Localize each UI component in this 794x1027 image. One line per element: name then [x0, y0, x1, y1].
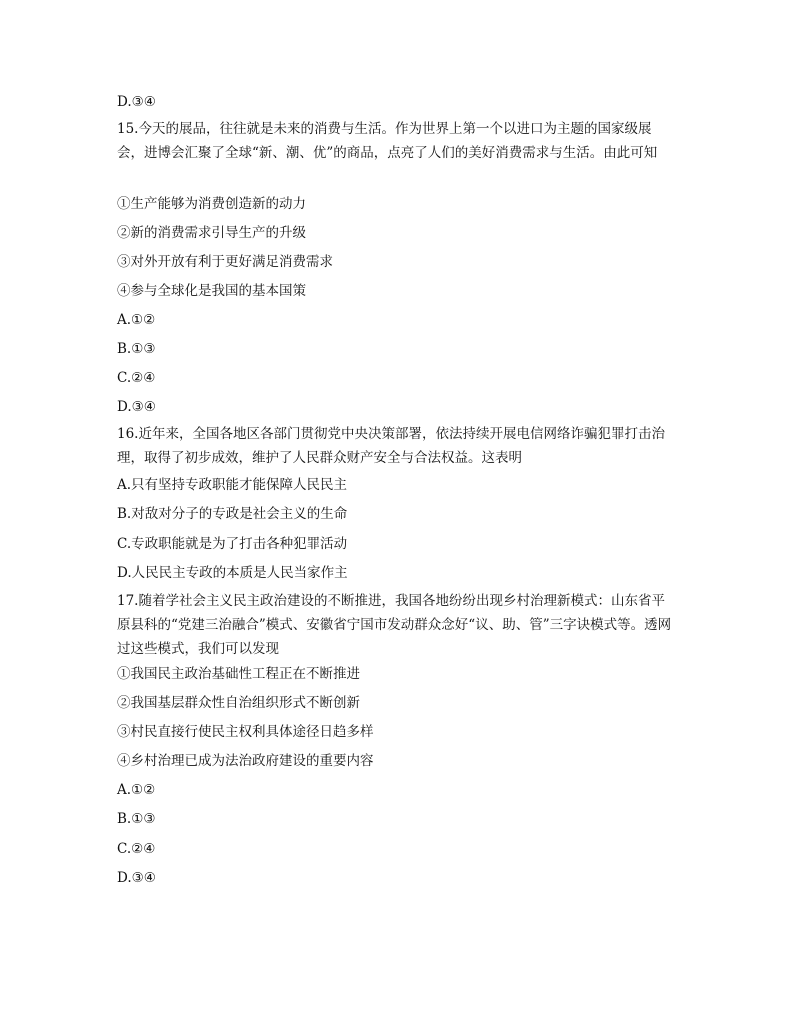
q17-statement-4: ④乡村治理已成为法治政府建设的重要内容	[117, 753, 374, 769]
q17-statement-2: ②我国基层群众性自治组织形式不断创新	[117, 695, 360, 711]
q16-option-c: C.专政职能就是为了打击各种犯罪活动	[117, 536, 348, 552]
q17-option-a: A.①②	[117, 782, 156, 798]
q15-option-d: D.③④	[117, 399, 156, 415]
q16-option-a: A.只有坚持专政职能才能保障人民民主	[117, 477, 348, 493]
question-16-stem: 16.近年来，全国各地区各部门贯彻党中央决策部署，依法持续开展电信网络诈骗犯罪打击治理，取得了初步成效，维护了人民群众财产安全与合法权益。这表明	[117, 426, 665, 466]
q16-option-d: D.人民民主专政的本质是人民当家作主	[117, 565, 348, 581]
q15-option-c: C.②④	[117, 370, 156, 386]
q17-statement-3: ③村民直接行使民主权利具体途径日趋多样	[117, 724, 374, 740]
q15-statement-1: ①生产能够为消费创造新的动力	[117, 196, 306, 212]
q15-statement-2: ②新的消费需求引导生产的升级	[117, 225, 306, 241]
q17-option-b: B.①③	[117, 811, 156, 827]
q17-option-c: C.②④	[117, 841, 156, 857]
q15-option-b: B.①③	[117, 341, 156, 357]
question-17-stem: 17.随着学社会主义民主政治建设的不断推进，我国各地纷纷出现乡村治理新模式：山东省平原县科的“党建三治融合”模式、安徽省宁国市发动群众念好“议、助、管”三字诀模式等。透网过这些模式，我们可以发现	[117, 593, 672, 657]
q15-statement-3: ③对外开放有利于更好满足消费需求	[117, 254, 333, 270]
q15-option-a: A.①②	[117, 312, 156, 328]
q17-statement-1: ①我国民主政治基础性工程正在不断推进	[117, 666, 360, 682]
q15-statement-4: ④参与全球化是我国的基本国策	[117, 283, 306, 299]
q16-option-b: B.对敌对分子的专政是社会主义的生命	[117, 506, 348, 522]
question-15-stem: 15.今天的展品，往往就是未来的消费与生活。作为世界上第一个以进口为主题的国家级展会，进博会汇聚了全球“新、潮、优”的商品，点亮了人们的美好消费需求与生活。由此可知	[117, 121, 658, 161]
option-d-previous: D.③④	[117, 94, 156, 110]
q17-option-d: D.③④	[117, 870, 156, 886]
